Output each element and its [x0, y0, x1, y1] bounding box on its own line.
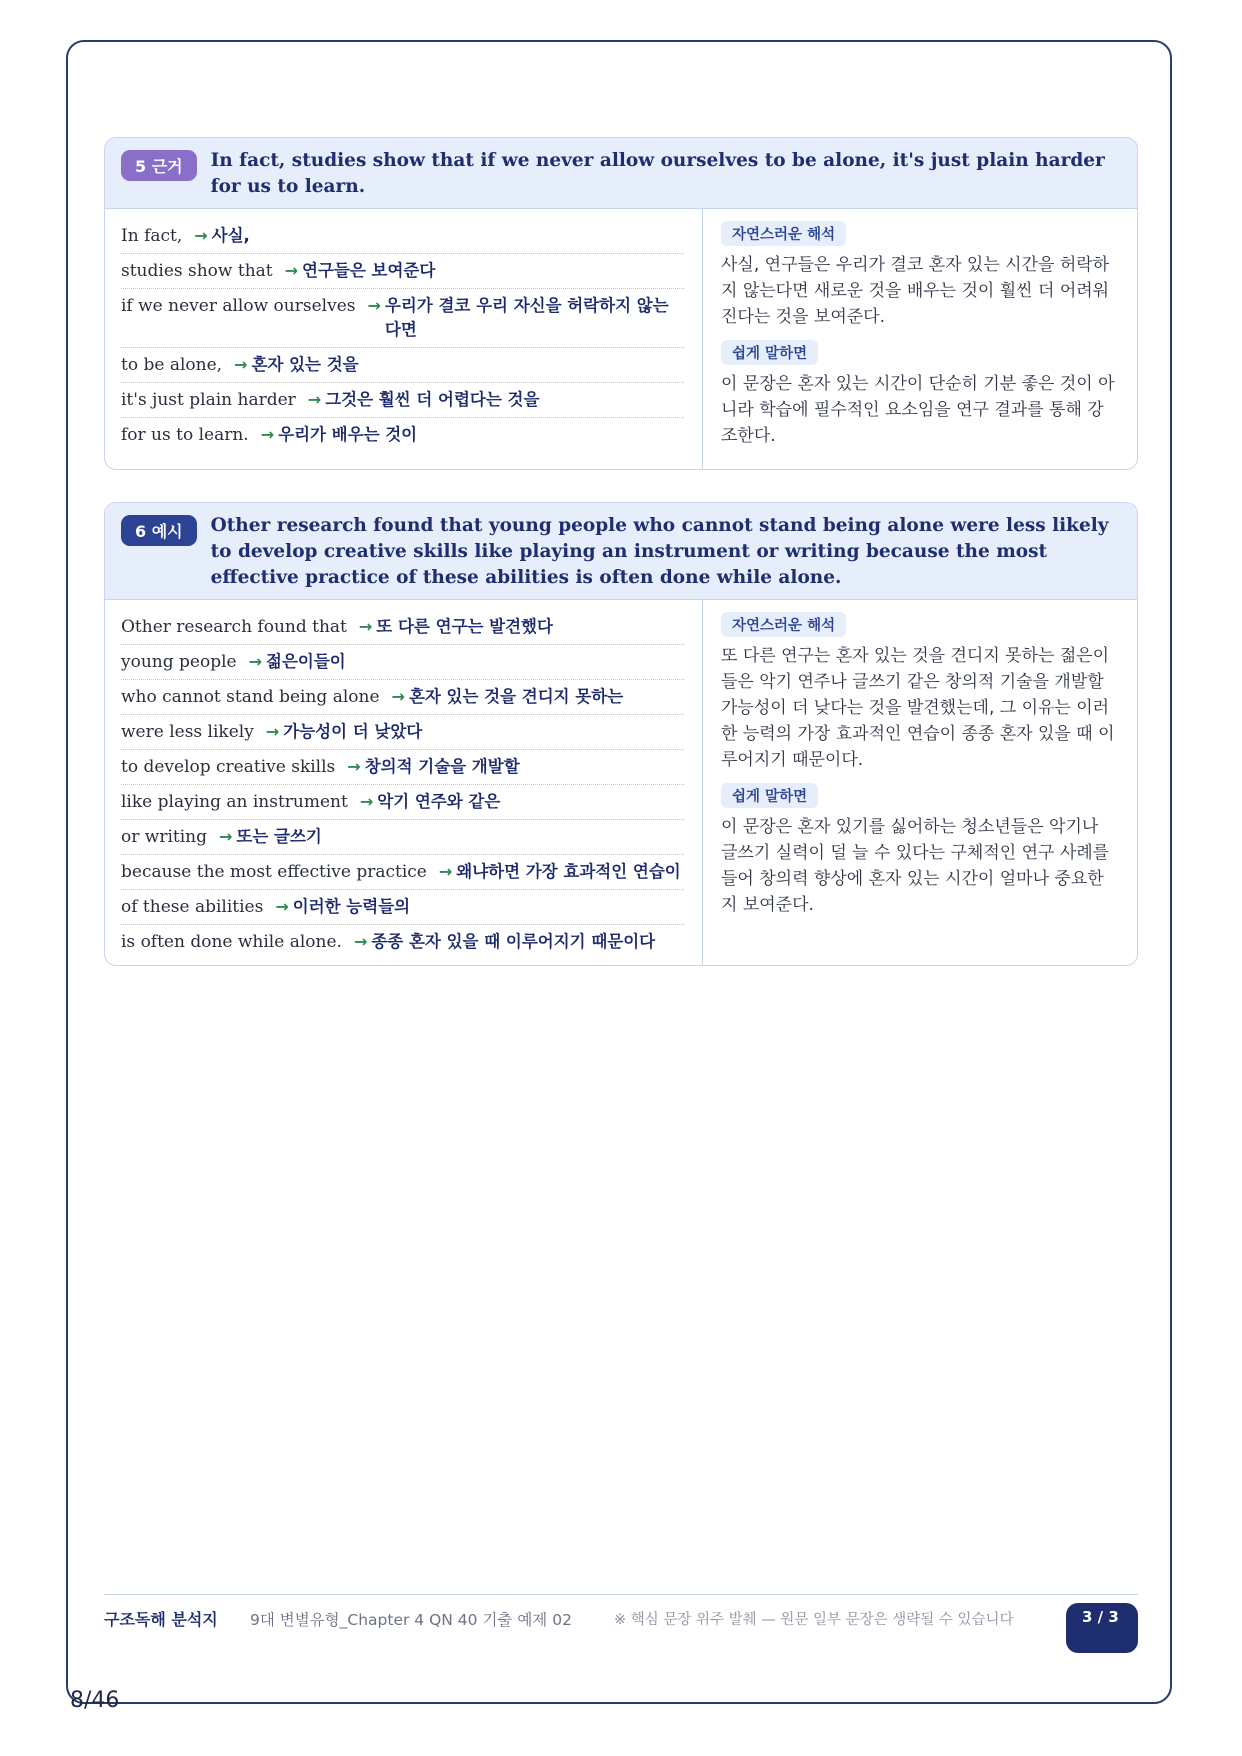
sentence-card-6	[104, 502, 1138, 966]
chunk-korean: 그것은 훨씬 더 어렵다는 것을	[325, 390, 540, 409]
chunk-english: because the most effective practice	[121, 862, 427, 882]
arrow-icon: →	[265, 722, 280, 741]
chunk-korean: 가능성이 더 낮았다	[283, 722, 423, 741]
footer-title: 구조독해 분석지	[104, 1610, 218, 1629]
card-header	[105, 138, 1137, 209]
chunk-row	[121, 715, 684, 750]
chunk-korean: 이러한 능력들의	[292, 897, 411, 916]
chunk-row	[121, 925, 684, 959]
chunk-english: who cannot stand being alone	[121, 687, 380, 707]
arrow-icon: →	[391, 687, 405, 706]
simple-explanation-label: 쉽게 말하면	[721, 340, 818, 365]
arrow-icon: →	[234, 355, 248, 374]
arrow-icon: →	[358, 617, 373, 636]
chunk-row	[121, 348, 684, 383]
chunk-korean: 왜냐하면 가장 효과적인 연습이	[456, 862, 681, 881]
translation-panel	[703, 600, 1137, 965]
chunk-row	[121, 610, 684, 645]
chunk-english: or writing	[121, 827, 207, 847]
chunk-row	[121, 680, 684, 715]
chunk-korean: 또는 글쓰기	[236, 827, 322, 846]
chunk-korean: 또 다른 연구는 발견했다	[376, 617, 553, 636]
arrow-icon: →	[438, 862, 453, 881]
arrow-icon: →	[248, 652, 262, 671]
chunk-korean: 연구들은 보여준다	[302, 261, 436, 280]
chunk-korean: 혼자 있는 것을	[251, 355, 359, 374]
chunk-english: if we never allow ourselves	[121, 296, 356, 316]
arrow-icon: →	[218, 827, 233, 846]
chunk-row	[121, 890, 684, 925]
chunk-english: is often done while alone.	[121, 932, 342, 952]
chunk-korean: 젊은이들이	[266, 652, 346, 671]
chunk-english: were less likely	[121, 722, 254, 742]
footer-note: ※ 핵심 문장 위주 발췌 — 원문 일부 문장은 생략될 수 있습니다	[614, 1612, 1014, 1628]
footer-page-badge: 3 / 3	[1066, 1603, 1138, 1653]
chunk-row	[121, 645, 684, 680]
chunk-english: for us to learn.	[121, 425, 249, 445]
chunk-row	[121, 254, 684, 289]
translation-panel	[703, 209, 1137, 469]
chunk-korean: 우리가 배우는 것이	[278, 425, 418, 444]
chunk-row	[121, 855, 684, 890]
arrow-icon: →	[347, 757, 361, 776]
chunk-english: like playing an instrument	[121, 792, 348, 812]
chunk-row	[121, 820, 684, 855]
key-sentence: In fact, studies show that if we never allow ourselves to be alone, it's just plain harder for us to learn.	[210, 150, 1105, 197]
chunk-row	[121, 418, 684, 452]
chunk-row	[121, 289, 684, 348]
simple-explanation-text: 이 문장은 혼자 있는 시간이 단순히 기분 좋은 것이 아니라 학습에 필수적인 요소임을 연구 결과를 통해 강조한다.	[721, 374, 1115, 446]
arrow-icon: →	[260, 425, 275, 444]
arrow-icon: →	[359, 792, 374, 811]
chunk-row	[121, 383, 684, 418]
chunk-english: to be alone,	[121, 355, 223, 375]
natural-translation-label: 자연스러운 해석	[721, 221, 846, 246]
arrow-icon: →	[275, 897, 289, 916]
chunk-row	[121, 785, 684, 820]
arrow-icon: →	[367, 296, 381, 315]
chunk-english: studies show that	[121, 261, 273, 281]
page-counter: 8/46	[70, 1688, 120, 1713]
arrow-icon: →	[194, 226, 208, 245]
natural-translation-label: 자연스러운 해석	[721, 612, 846, 637]
chunk-english: young people	[121, 652, 237, 672]
chunk-row	[121, 750, 684, 785]
natural-translation-text: 사실, 연구들은 우리가 결코 혼자 있는 시간을 허락하지 않는다면 새로운 것을 배우는 것이 훨씬 더 어려워진다는 것을 보여준다.	[721, 255, 1110, 327]
natural-translation-text: 또 다른 연구는 혼자 있는 것을 견디지 못하는 젊은이들은 악기 연주나 글쓰기 같은 창의적 기술을 개발할 가능성이 더 낮다는 것을 발견했는데, 그 이유는 이러한 능력의 가장 효과적인 연습이 종종 혼자 있을 때 이루어지기 때문이다.	[721, 646, 1115, 770]
chunk-korean: 창의적 기술을 개발할	[364, 757, 520, 776]
chunk-english: In fact,	[121, 226, 183, 246]
chunk-korean: 우리가 결코 우리 자신을 허락하지 않는다면	[384, 296, 669, 339]
chunk-list	[105, 600, 703, 965]
sentence-card-5	[104, 137, 1138, 470]
simple-explanation-label: 쉽게 말하면	[721, 783, 818, 808]
chunk-english: Other research found that	[121, 617, 347, 637]
chunk-korean: 사실,	[211, 226, 250, 245]
card-header	[105, 503, 1137, 600]
footer-document-name: 9대 변별유형_Chapter 4 QN 40 기출 예제 02	[250, 1611, 572, 1629]
chunk-row	[121, 219, 684, 254]
page-footer	[104, 1594, 1138, 1654]
arrow-icon: →	[307, 390, 322, 409]
chunk-korean: 종종 혼자 있을 때 이루어지기 때문이다	[371, 932, 656, 951]
sentence-badge: 6 예시	[121, 515, 197, 546]
chunk-english: to develop creative skills	[121, 757, 336, 777]
chunk-english: of these abilities	[121, 897, 264, 917]
arrow-icon: →	[284, 261, 299, 280]
chunk-list	[105, 209, 703, 469]
sentence-badge: 5 근거	[121, 150, 197, 181]
simple-explanation-text: 이 문장은 혼자 있기를 싫어하는 청소년들은 악기나 글쓰기 실력이 덜 늘 수 있다는 구체적인 연구 사례를 들어 창의력 향상에 혼자 있는 시간이 얼마나 중요한지 보여준다.	[721, 817, 1110, 915]
chunk-english: it's just plain harder	[121, 390, 296, 410]
chunk-korean: 혼자 있는 것을 견디지 못하는	[408, 687, 624, 706]
arrow-icon: →	[353, 932, 368, 951]
key-sentence: Other research found that young people who cannot stand being alone were less likely to develop creative skills like playing an instrument or writing because the most effective practice of these abilities is often done while alone.	[210, 515, 1109, 588]
chunk-korean: 악기 연주와 같은	[377, 792, 501, 811]
